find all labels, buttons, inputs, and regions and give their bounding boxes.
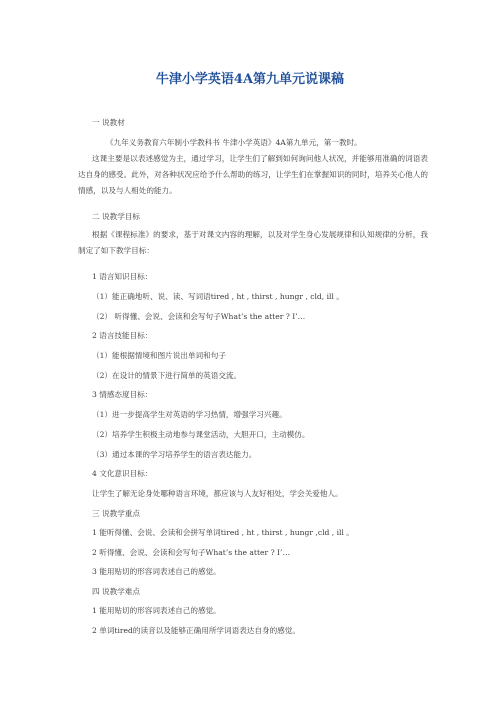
section-heading-teaching-goals: 二 说教学目标 [92, 212, 140, 221]
document-title: 牛津小学英语4A第九单元说课稿 [155, 72, 345, 87]
paragraph-textbook: 《九年义务教育六年制小学教科书 牛津小学英语》4A第九单元，第一教时。 [106, 138, 362, 147]
key-point-3: 3 能用贴切的形容词表述自己的感觉。 [92, 567, 221, 576]
key-point-1: 1 能听得懂、会说、会读和会拼写单词tired , ht , thirst , hungr ,cld , ill 。 [92, 528, 354, 537]
difficulty-2: 2 单词tired的读音以及能够正确用所学词语表达自身的感觉。 [92, 626, 300, 635]
paragraph-goals-intro: 根据《课程标准》的要求，基于对课文内容的理解，以及对学生身心发展规律和认知规律的分析，我制定了如下教学目标： [78, 230, 428, 255]
goal-item-participation: （2）培养学生积极主动地参与课堂活动，大胆开口，主动模仿。 [92, 430, 310, 439]
key-point-2: 2 听得懂、会说、会读和会写句子What’s the atter ? I’… [92, 548, 291, 557]
goal-item-expression: （3）通过本课的学习培养学生的语言表达能力。 [92, 450, 257, 459]
goal-heading-attitude: 3 情感态度目标： [92, 390, 153, 399]
goal-heading-language-skill: 2 语言技能目标： [92, 331, 153, 340]
section-heading-key-points: 三 说教学重点 [92, 509, 140, 518]
goal-heading-language-knowledge: 1 语言知识目标： [92, 272, 153, 281]
difficulty-1: 1 能用贴切的形容词表述自己的感觉。 [92, 606, 221, 615]
goal-item-communicate: （2）在设计的情景下进行简单的英语交流。 [92, 371, 242, 380]
section-heading-teaching-material: 一 说教材 [92, 118, 125, 127]
goal-item-culture: 让学生了解无论身处哪种语言环境，都应该与人友好相处，学会关爱他人。 [92, 489, 343, 498]
goal-item-words: （1）能正确地听、说、读、写词语tired , ht , thirst , hungr , cld, ill 。 [92, 292, 344, 301]
goal-heading-culture: 4 文化意识目标： [92, 469, 153, 478]
section-heading-difficulties: 四 说教学难点 [92, 587, 140, 596]
paragraph-lesson-intro: 这课主要是以表述感觉为主，通过学习，让学生们了解到如何询问他人状况，并能够用准确的词语表达自身的感受。此外，对各种状况应给予什么帮助的练习，让学生们在掌握知识的同时，培养关心他人的情感，以及与人相处的能力。 [78, 154, 428, 195]
goal-item-speak: （1）能根据情境和图片说出单词和句子 [92, 351, 226, 360]
goal-item-sentence: （2） 听得懂、会说、会读和会写句子What’s the atter ? I’… [92, 312, 306, 321]
goal-item-enthusiasm: （1）进一步提高学生对英语的学习热情，增强学习兴趣。 [92, 410, 287, 419]
